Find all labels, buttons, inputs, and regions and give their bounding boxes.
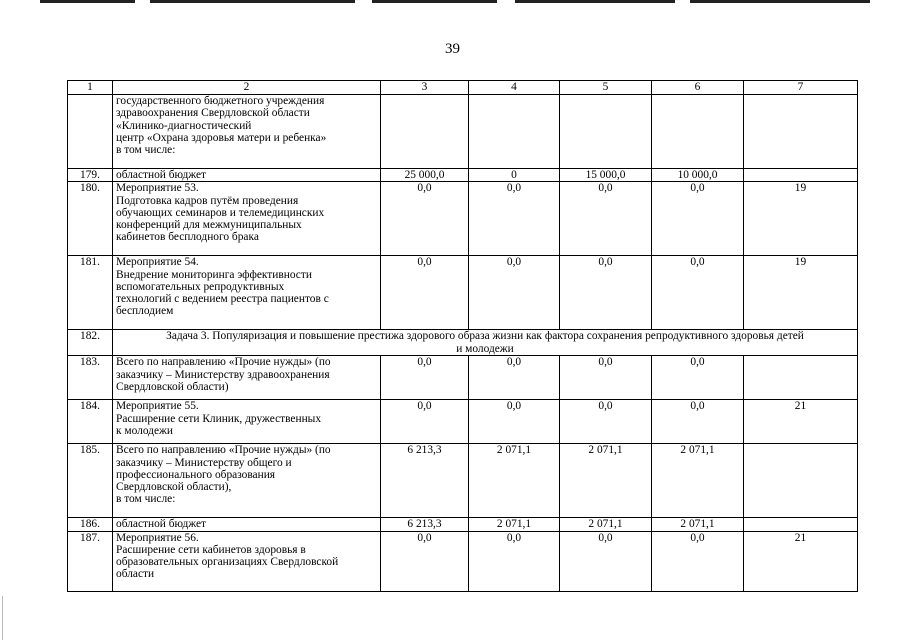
- row-col4: 0,0: [469, 182, 560, 256]
- header-cell: 4: [469, 81, 560, 95]
- row-col6: 10 000,0: [652, 169, 744, 182]
- table-row: [68, 444, 858, 518]
- row-col3: 6 213,3: [381, 518, 469, 531]
- row-name: Всего по направлению «Прочие нужды» (по заказчику – Министерству общего и профессионального образования Свердловской области), в том числе:: [113, 444, 381, 518]
- row-name: Мероприятие 53. Подготовка кадров путём проведения обучающих семинаров и телемедицинских конференций для межмуниципальных кабинетов бесплодного брака: [113, 182, 381, 256]
- row-number: 185.: [68, 444, 113, 518]
- header-cell: 5: [560, 81, 652, 95]
- row-col3: 0,0: [381, 356, 469, 400]
- row-name: Мероприятие 55. Расширение сети Клиник, дружественных к молодежи: [113, 400, 381, 444]
- header-cell: 2: [113, 81, 381, 95]
- row-col5: 15 000,0: [560, 169, 652, 182]
- row-col3: 25 000,0: [381, 169, 469, 182]
- budget-table: [67, 80, 858, 592]
- row-col6: 2 071,1: [652, 444, 744, 518]
- page-number: 39: [445, 41, 460, 57]
- table-row: [68, 169, 858, 182]
- row-col7: [744, 518, 858, 531]
- scan-edge-mark: [2, 596, 3, 640]
- row-col5: 2 071,1: [560, 518, 652, 531]
- row-name: Мероприятие 54. Внедрение мониторинга эффективности вспомогательных репродуктивных технологий с ведением реестра пациентов с бесплодием: [113, 256, 381, 330]
- row-col5: 2 071,1: [560, 444, 652, 518]
- top-rule-1: [40, 0, 135, 3]
- top-rule-3: [372, 0, 497, 3]
- table-row: [68, 400, 858, 444]
- row-col3: 0,0: [381, 256, 469, 330]
- row-col4: 0,0: [469, 531, 560, 591]
- row-col4: 0: [469, 169, 560, 182]
- header-cell: 7: [744, 81, 858, 95]
- table-row: [68, 518, 858, 531]
- row-name: областной бюджет: [113, 169, 381, 182]
- row-col7: 21: [744, 531, 858, 591]
- row-col3: 0,0: [381, 182, 469, 256]
- row-number: 183.: [68, 356, 113, 400]
- row-name: государственного бюджетного учреждения здравоохранения Свердловской области «Клинико-диагностический центр «Охрана здоровья матери и ребенка» в том числе:: [113, 95, 381, 169]
- row-number: 179.: [68, 169, 113, 182]
- row-col7: 19: [744, 182, 858, 256]
- row-col7: [744, 356, 858, 400]
- row-col7: [744, 444, 858, 518]
- top-rule-5: [690, 0, 870, 3]
- row-col5: 0,0: [560, 531, 652, 591]
- row-number: [68, 95, 113, 169]
- row-col7: [744, 95, 858, 169]
- row-col6: 0,0: [652, 531, 744, 591]
- row-col6: 0,0: [652, 182, 744, 256]
- row-number: 181.: [68, 256, 113, 330]
- row-col6: 0,0: [652, 256, 744, 330]
- table-row: [68, 95, 858, 169]
- row-col4: 0,0: [469, 256, 560, 330]
- row-name: областной бюджет: [113, 518, 381, 531]
- header-cell: 1: [68, 81, 113, 95]
- row-col7: 21: [744, 400, 858, 444]
- row-col3: [381, 95, 469, 169]
- top-rule-2: [150, 0, 355, 3]
- table-row: [68, 256, 858, 330]
- header-cell: 3: [381, 81, 469, 95]
- row-col3: 0,0: [381, 531, 469, 591]
- row-col4: 0,0: [469, 356, 560, 400]
- row-col4: 0,0: [469, 400, 560, 444]
- row-col4: 2 071,1: [469, 444, 560, 518]
- row-col5: 0,0: [560, 182, 652, 256]
- task-row: [68, 330, 858, 356]
- row-name: Всего по направлению «Прочие нужды» (по заказчику – Министерству здравоохранения Свердловской области): [113, 356, 381, 400]
- row-number: 184.: [68, 400, 113, 444]
- row-col7: 19: [744, 256, 858, 330]
- row-col3: 6 213,3: [381, 444, 469, 518]
- header-cell: 6: [652, 81, 744, 95]
- table-row: [68, 531, 858, 591]
- table-row: [68, 182, 858, 256]
- task-title: Задача 3. Популяризация и повышение престижа здорового образа жизни как фактора сохранения репродуктивного здоровья детей и молодежи: [113, 330, 858, 356]
- row-number: 180.: [68, 182, 113, 256]
- row-col3: 0,0: [381, 400, 469, 444]
- row-col6: 0,0: [652, 400, 744, 444]
- table-header-row: [68, 81, 858, 95]
- row-name: Мероприятие 56. Расширение сети кабинетов здоровья в образовательных организациях Свердловской области: [113, 531, 381, 591]
- row-col5: 0,0: [560, 356, 652, 400]
- row-number: 182.: [68, 330, 113, 356]
- row-col4: 2 071,1: [469, 518, 560, 531]
- row-number: 186.: [68, 518, 113, 531]
- row-number: 187.: [68, 531, 113, 591]
- top-rule-4: [515, 0, 675, 3]
- row-col5: 0,0: [560, 256, 652, 330]
- row-col6: 0,0: [652, 356, 744, 400]
- row-col5: 0,0: [560, 400, 652, 444]
- row-col6: 2 071,1: [652, 518, 744, 531]
- row-col6: [652, 95, 744, 169]
- row-col4: [469, 95, 560, 169]
- table-row: [68, 356, 858, 400]
- row-col5: [560, 95, 652, 169]
- row-col7: [744, 169, 858, 182]
